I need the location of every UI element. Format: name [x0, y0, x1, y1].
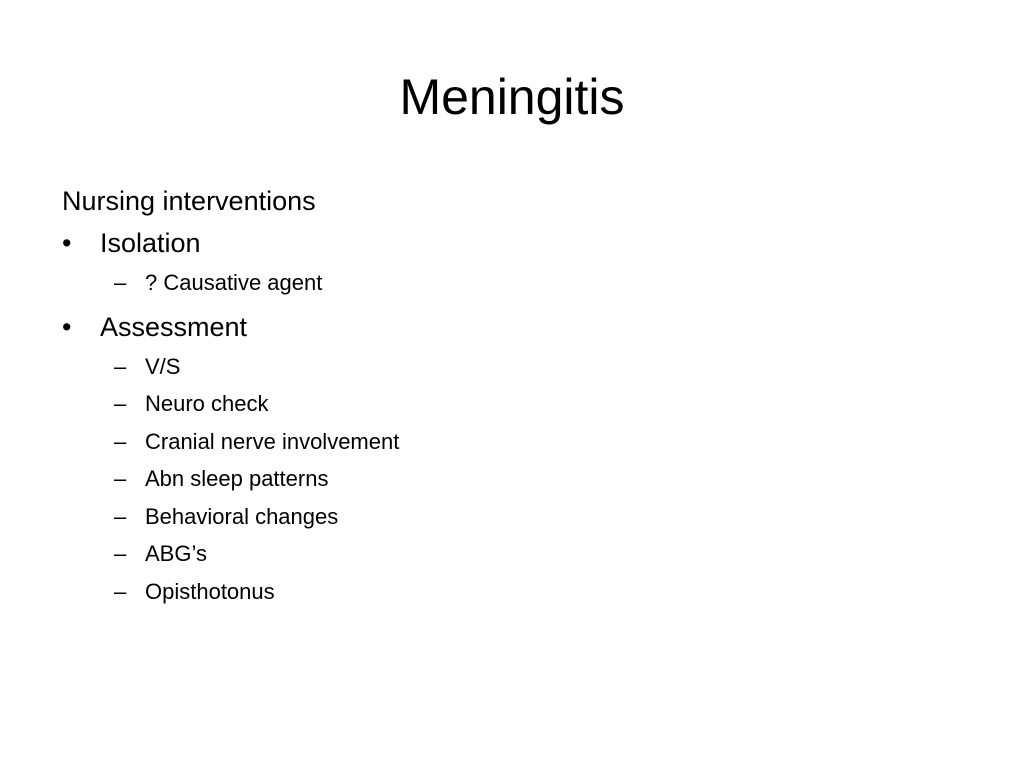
bullet-item-isolation	[62, 222, 962, 264]
sub-item	[62, 385, 962, 423]
bullet-item-assessment	[62, 306, 962, 348]
bullet-icon: •	[62, 311, 72, 342]
section-heading: Nursing interventions	[62, 186, 316, 216]
sub-item	[62, 573, 962, 611]
dash-icon: –	[114, 428, 127, 454]
sub-item-label: V/S	[145, 353, 181, 379]
dash-icon: –	[114, 391, 127, 416]
dash-icon: –	[114, 541, 127, 566]
dash-icon: –	[114, 503, 127, 529]
sub-item	[62, 423, 962, 461]
sub-item	[62, 460, 962, 498]
sub-item	[62, 264, 962, 302]
sub-item	[62, 498, 962, 536]
sub-item	[62, 535, 962, 573]
dash-icon: –	[114, 270, 127, 295]
slide-body	[62, 180, 962, 610]
sub-item-label: Abn sleep patterns	[145, 466, 329, 491]
sub-item-label: Behavioral changes	[145, 503, 339, 529]
bullet-item-label: Isolation	[100, 228, 201, 258]
bullet-item-label: Assessment	[100, 311, 248, 342]
bullet-icon: •	[62, 228, 72, 258]
sub-item-label: ABG’s	[145, 541, 207, 566]
slide-title: Meningitis	[399, 69, 625, 125]
sub-item-label: Cranial nerve involvement	[145, 428, 400, 454]
sub-item-label: Opisthotonus	[145, 578, 275, 604]
dash-icon: –	[114, 578, 127, 604]
sub-item-label: Neuro check	[145, 391, 269, 416]
sub-item	[62, 348, 962, 386]
sub-item-label: ? Causative agent	[145, 270, 323, 295]
dash-icon: –	[114, 466, 127, 491]
dash-icon: –	[114, 353, 127, 379]
